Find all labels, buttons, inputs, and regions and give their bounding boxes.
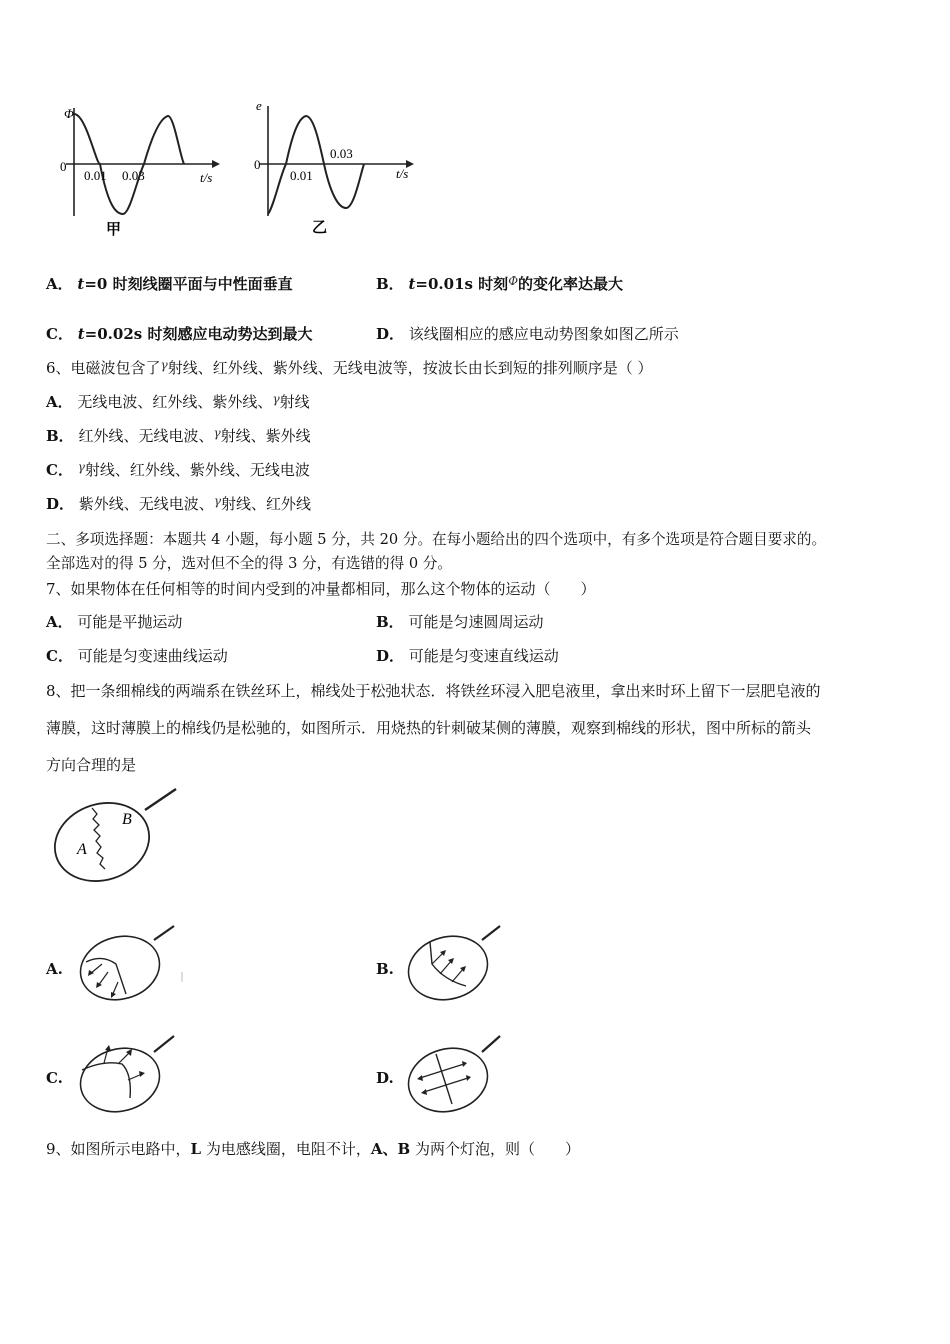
option-text: =0.01s 时刻 [415, 275, 509, 293]
graph-jia [48, 96, 228, 241]
q6-option-b[interactable] [46, 425, 311, 446]
region-b-label: B [122, 811, 132, 828]
option-text-2: 射线 [279, 393, 310, 411]
graph-jia-tick1: 0.01 [84, 168, 107, 183]
symbol-L: L [190, 1140, 202, 1158]
q5-option-b[interactable] [376, 273, 623, 294]
section2-instructions-line2: 全部选对的得 5 分，选对但不全的得 3 分，有选错的得 0 分。 [46, 555, 452, 572]
q7-option-b[interactable] [376, 611, 543, 632]
section2-instructions-line1: 二、多项选择题：本题共 4 小题，每小题 5 分，共 20 分。在每小题给出的四个选项中，有多个选项是符合题目要求的。 [46, 531, 827, 548]
q5-option-c[interactable] [46, 323, 312, 344]
option-text-2: 射线、紫外线 [220, 427, 311, 445]
gamma-symbol: γ [160, 358, 168, 372]
graph-yi [250, 96, 425, 241]
q8-option-b-figure[interactable] [402, 924, 504, 1002]
option-letter: B． [46, 427, 74, 445]
graph-jia-xlabel: t/s [200, 170, 213, 185]
graph-yi-xlabel: t/s [396, 166, 409, 181]
q8-option-a-letter[interactable]: A. [46, 960, 63, 978]
option-text: 红外线、无线电波、 [78, 427, 214, 445]
phi-symbol: Φ [508, 274, 519, 288]
q8-stem-line3: 方向合理的是 [46, 756, 137, 774]
graph-jia-ylabel: Φ [64, 106, 74, 121]
q5-option-d[interactable] [376, 323, 679, 344]
graph-jia-tick2: 0.03 [122, 168, 145, 183]
option-letter: A． [46, 275, 73, 293]
stem-text: 9、如图所示电路中， [46, 1140, 191, 1158]
graph-yi-tick1: 0.01 [290, 168, 313, 183]
arrow-lines [104, 1048, 142, 1080]
q6-stem [46, 357, 653, 378]
option-text: 该线圈相应的感应电动势图象如图乙所示 [408, 325, 679, 343]
gamma-symbol: γ [272, 392, 280, 406]
option-letter: D． [376, 647, 405, 665]
gamma-symbol: γ [213, 426, 221, 440]
q8-stem-line1: 8、把一条细棉线的两端系在铁丝环上，棉线处于松弛状态．将铁丝环浸入肥皂液里，拿出来时环上留下一层肥皂液的 [46, 682, 821, 700]
graph-jia-origin: 0 [60, 159, 67, 174]
emf-curve [268, 116, 364, 214]
q7-option-d[interactable] [376, 645, 559, 666]
option-letter: B． [376, 275, 404, 293]
gamma-symbol: γ [213, 494, 221, 508]
option-text-2: 的变化率达最大 [518, 275, 624, 293]
option-letter: D． [376, 325, 405, 343]
arrow-lines [432, 952, 464, 982]
variable-t: t [408, 275, 416, 293]
option-letter: D． [46, 495, 75, 513]
q6-option-c[interactable] [46, 459, 310, 480]
q9-stem [46, 1138, 580, 1159]
gamma-symbol: γ [77, 460, 85, 474]
option-text: =0.02s 时刻感应电动势达到最大 [84, 325, 313, 343]
option-letter: C． [46, 647, 73, 665]
option-letter: C． [46, 461, 73, 479]
q8-stem-line2: 薄膜，这时薄膜上的棉线仍是松驰的，如图所示．用烧热的针刺破某侧的薄膜，观察到棉线的形状，图中所标的箭头 [46, 719, 812, 737]
q5-option-a[interactable] [46, 273, 293, 294]
graph-jia-caption: 甲 [106, 222, 122, 238]
option-text: 可能是平抛运动 [77, 613, 183, 631]
q6-option-d[interactable] [46, 493, 311, 514]
graph-yi-tick2: 0.03 [330, 146, 353, 161]
stem-text-2: 为电感线圈，电阻不计， [201, 1140, 371, 1158]
option-text-2: 射线、红外线 [220, 495, 311, 513]
q7-stem: 7、如果物体在任何相等的时间内受到的冲量都相同，那么这个物体的运动（ ） [46, 580, 596, 598]
option-text: =0 时刻线圈平面与中性面垂直 [84, 275, 293, 293]
region-a-label: A [77, 841, 87, 858]
graph-yi-ylabel: e [256, 98, 262, 113]
option-text: 可能是匀速圆周运动 [408, 613, 544, 631]
option-text: 射线、红外线、紫外线、无线电波 [84, 461, 310, 479]
ring-handle [145, 789, 176, 810]
option-letter: B． [376, 613, 404, 631]
arrow-lines [90, 964, 118, 996]
q8-ring-figure [50, 786, 180, 886]
option-text: 可能是匀变速直线运动 [408, 647, 559, 665]
variable-t: t [77, 275, 85, 293]
option-letter: A． [46, 613, 73, 631]
cotton-thread [86, 958, 126, 994]
q8-option-c-figure[interactable] [74, 1034, 178, 1114]
option-text: 可能是匀变速曲线运动 [77, 647, 228, 665]
option-text: 紫外线、无线电波、 [78, 495, 214, 513]
stem-text-2: 射线、红外线、紫外线、无线电波等，按波长由长到短的排列顺序是（ ） [167, 359, 653, 377]
variable-t: t [77, 325, 85, 343]
option-letter: C． [46, 325, 73, 343]
q8-option-c-letter[interactable]: C. [46, 1069, 63, 1087]
option-text: 无线电波、红外线、紫外线、 [77, 393, 273, 411]
cotton-thread [436, 1054, 452, 1104]
q7-option-a[interactable] [46, 611, 182, 632]
graph-yi-caption: 乙 [312, 220, 328, 236]
stem-text: 6、电磁波包含了 [46, 359, 161, 377]
cotton-thread [82, 1063, 130, 1098]
q7-option-c[interactable] [46, 645, 228, 666]
q8-option-d-figure[interactable] [402, 1034, 504, 1114]
stem-text-3: 为两个灯泡，则（ ） [410, 1140, 580, 1158]
q8-option-a-figure[interactable] [74, 924, 186, 1002]
q8-option-d-letter[interactable]: D. [376, 1069, 394, 1087]
symbol-AB: A、B [370, 1140, 411, 1158]
q6-option-a[interactable] [46, 391, 310, 412]
cotton-thread [92, 808, 105, 869]
option-letter: A． [46, 393, 73, 411]
wire-ring [50, 791, 159, 886]
q8-option-b-letter[interactable]: B. [376, 960, 394, 978]
graph-yi-origin: 0 [254, 157, 261, 172]
